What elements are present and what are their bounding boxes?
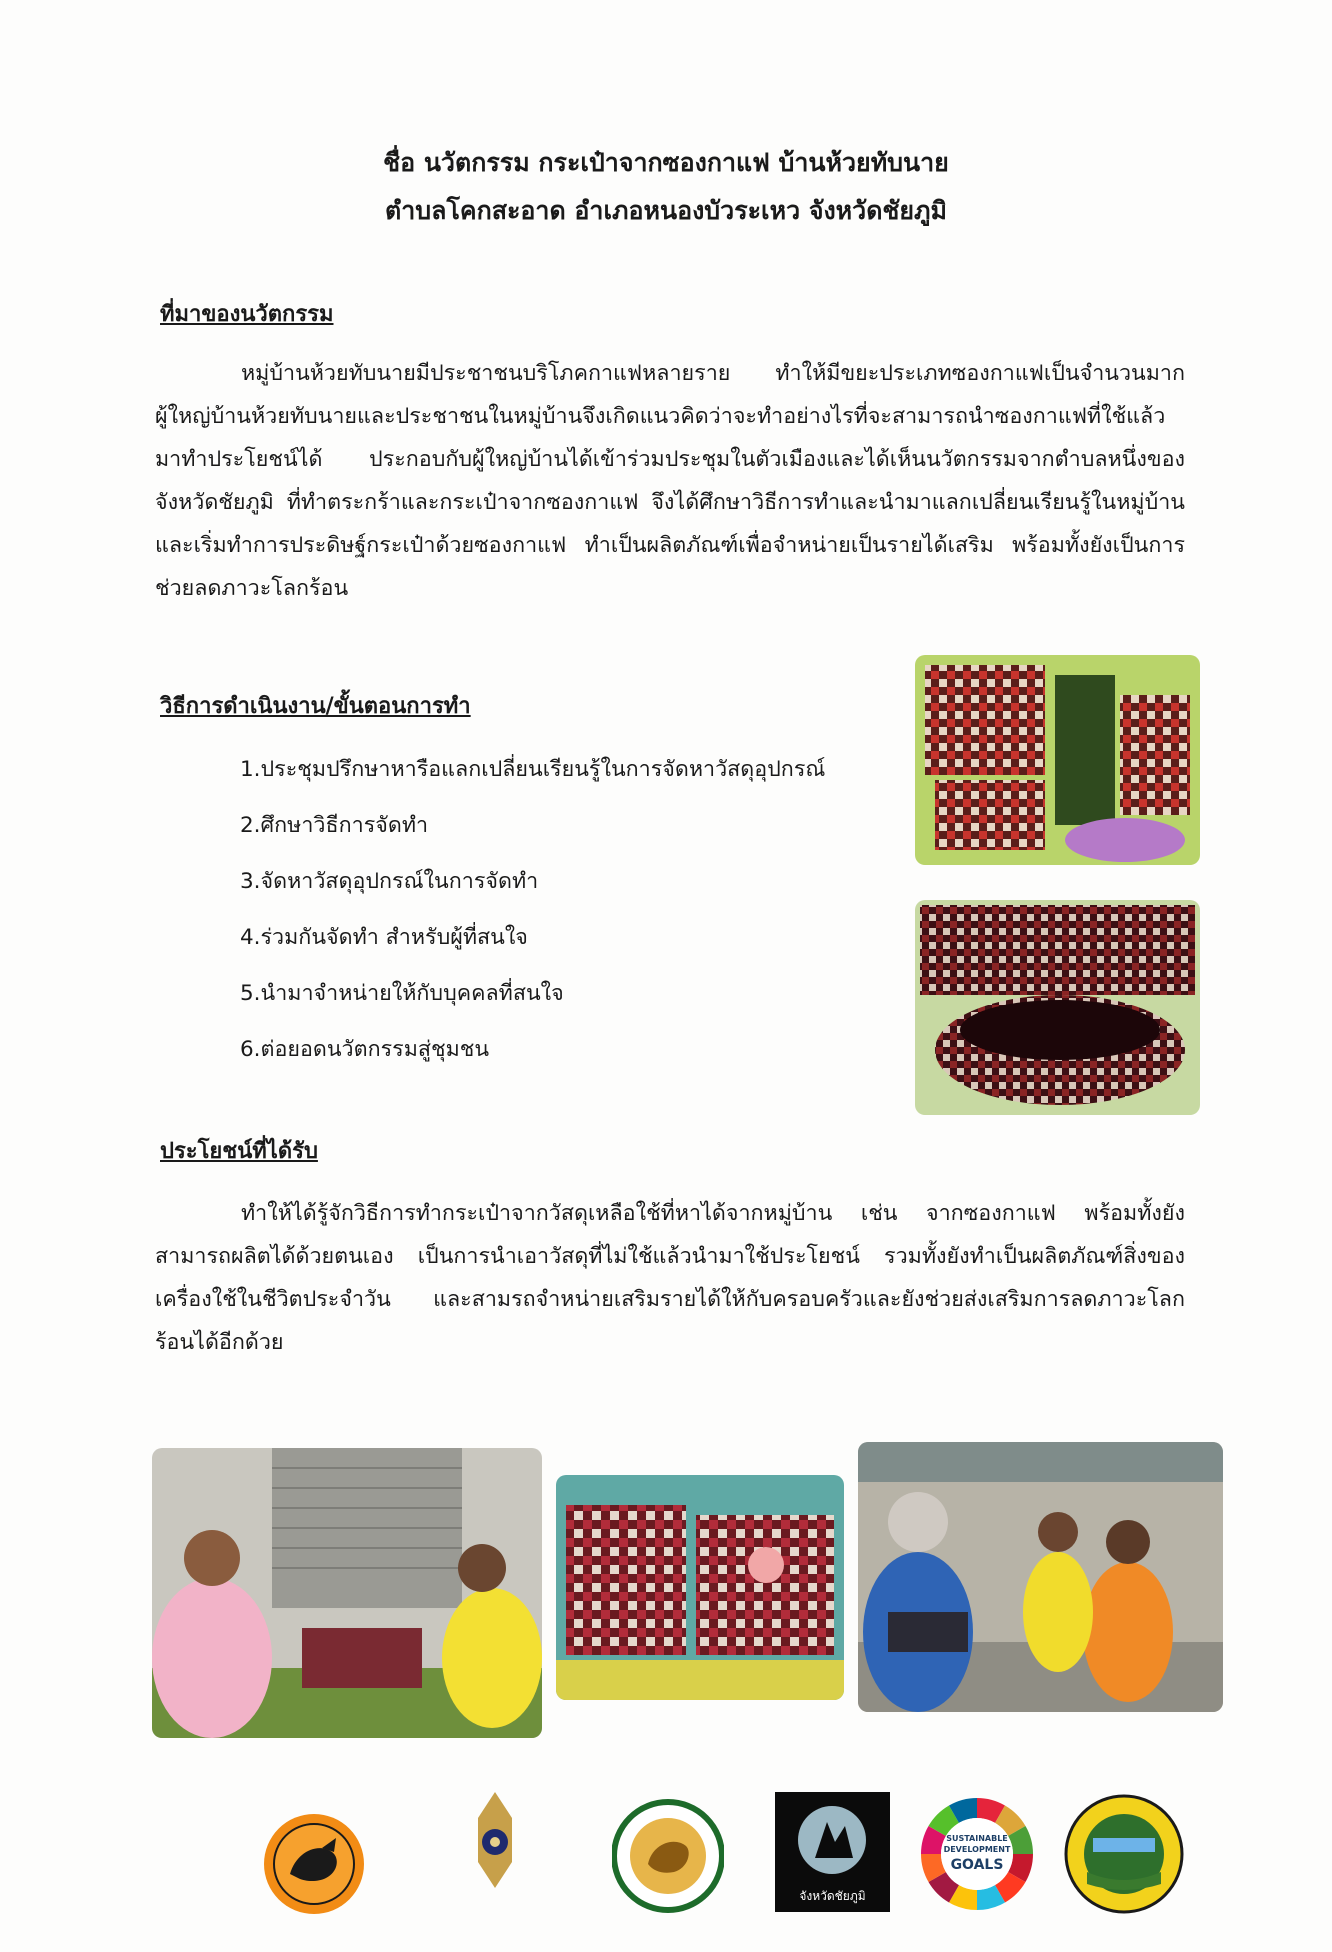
local-government-logo (612, 1792, 724, 1920)
sdg-line-3: GOALS (950, 1857, 1004, 1873)
sdg-line-1: SUSTAINABLE (946, 1834, 1008, 1843)
origin-heading: ที่มาของนวัตกรรม (160, 302, 334, 327)
method-heading: วิธีการดำเนินงาน/ขั้นตอนการทำ (160, 694, 471, 719)
method-step: 1.ประชุมปรึกษาหารือแลกเปลี่ยนเรียนรู้ในการจัดหาวัสดุอุปกรณ์ (240, 757, 826, 782)
woven-basket-photo (915, 900, 1200, 1115)
province-caption: จังหวัดชัยภูมิ (799, 1889, 866, 1903)
sdg-line-2: DEVELOPMENT (943, 1845, 1011, 1854)
subdistrict-org-logo (1063, 1792, 1185, 1916)
coffee-bags-photo (915, 655, 1200, 865)
sdg-logo (918, 1795, 1036, 1913)
title-line-2: ตำบลโคกสะอาด อำเภอหนองบัวระเหว จังหวัดชัยภูมิ (384, 196, 948, 225)
method-step: 6.ต่อยอดนวัตกรรมสู่ชุมชน (240, 1037, 490, 1062)
benefit-paragraph: ทำให้ได้รู้จักวิธีการทำกระเป๋าจากวัสดุเหลือใช้ที่หาได้จากหมู่บ้าน เช่น จากซองกาแฟ พร้อมทั้งยังสามารถผลิตได้ด้วยตนเอง เป็นการนำเอาวัสดุที่ไม่ใช้แล้วนำมาใช้ประโยชน์ รวมทั้งยังทำเป็นผลิตภัณฑ์สิ่งของเครื่องใช้ในชีวิตประจำวัน และสามรถจำหน่ายเสริมรายได้ให้กับครอบครัวและยังช่วยส่งเสริมการลดภาวะโลกร้อนได้อีกด้วย (155, 1201, 1185, 1355)
royal-emblem-logo (472, 1790, 518, 1890)
benefit-heading: ประโยชน์ที่ได้รับ (160, 1139, 318, 1164)
method-step: 3.จัดหาวัสดุอุปกรณ์ในการจัดทำ (240, 869, 539, 894)
title-line-1: ชื่อ นวัตกรรม กระเป๋าจากซองกาแฟ บ้านห้วยทับนาย (383, 148, 949, 177)
method-steps-list (240, 750, 880, 1086)
villagers-with-products-photo (858, 1442, 1223, 1712)
province-seal-logo (262, 1812, 366, 1916)
method-step: 4.ร่วมกันจัดทำ สำหรับผู้ที่สนใจ (240, 925, 528, 950)
chaiyaphum-province-logo (775, 1792, 890, 1912)
finished-bags-photo (556, 1475, 844, 1700)
origin-paragraph: หมู่บ้านห้วยทับนายมีประชาชนบริโภคกาแฟหลายราย ทำให้มีขยะประเภทซองกาแฟเป็นจำนวนมาก ผู้ใหญ่บ้านห้วยทับนายและประชาชนในหมู่บ้านจึงเกิดแนวคิดว่าจะทำอย่างไรที่จะสามารถนำซองกาแฟที่ใช้แล้วมาทำประโยชน์ได้ ประกอบกับผู้ใหญ่บ้านได้เข้าร่วมประชุมในตัวเมืองและได้เห็นนวัตกรรมจากตำบลหนึ่งของจังหวัดชัยภูมิ ที่ทำตระกร้าและกระเป๋าจากซองกาแฟ จึงได้ศึกษาวิธีการทำและนำมาแลกเปลี่ยนเรียนรู้ในหมู่บ้านและเริ่มทำการประดิษฐ์กระเป๋าด้วยซองกาแฟ ทำเป็นผลิตภัณฑ์เพื่อจำหน่ายเป็นรายได้เสริม พร้อมทั้งยังเป็นการช่วยลดภาวะโลกร้อน (155, 361, 1185, 601)
villagers-weaving-photo (152, 1448, 542, 1738)
method-step: 2.ศึกษาวิธีการจัดทำ (240, 813, 429, 838)
method-step: 5.นำมาจำหน่ายให้กับบุคคลที่สนใจ (240, 981, 564, 1006)
